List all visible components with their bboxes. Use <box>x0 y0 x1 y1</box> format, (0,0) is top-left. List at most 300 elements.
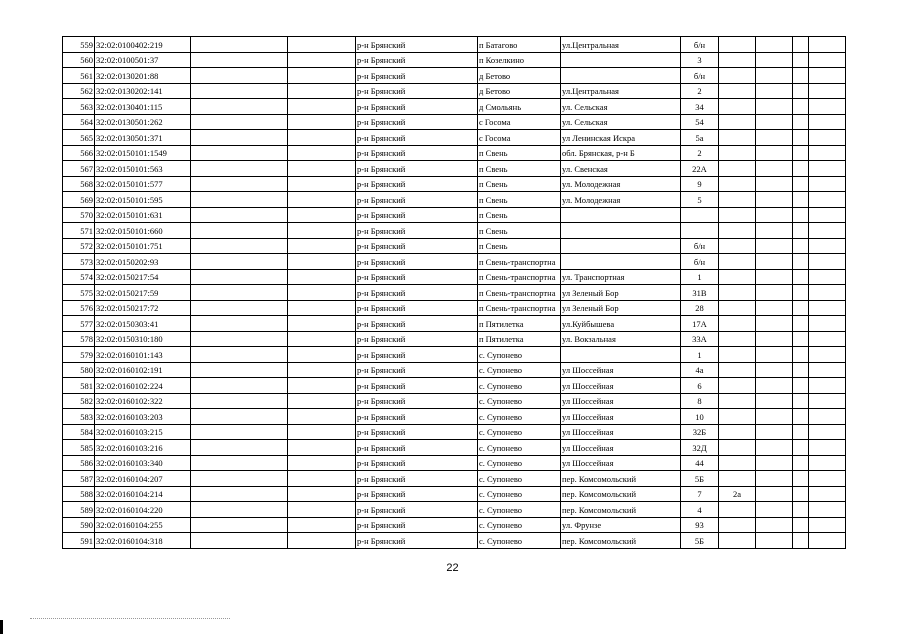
empty-cell <box>793 362 809 378</box>
building-corpus <box>719 52 756 68</box>
building-corpus <box>719 207 756 223</box>
empty-cell <box>809 378 846 394</box>
district-name: р-н Брянский <box>356 486 478 502</box>
district-name: р-н Брянский <box>356 238 478 254</box>
empty-cell <box>793 269 809 285</box>
row-number: 579 <box>63 347 95 363</box>
building-corpus <box>719 37 756 53</box>
district-name: р-н Брянский <box>356 347 478 363</box>
empty-cell <box>793 145 809 161</box>
cadastral-number: 32:02:0160102:224 <box>95 378 191 394</box>
cadastral-number: 32:02:0160104:220 <box>95 502 191 518</box>
row-number: 575 <box>63 285 95 301</box>
empty-cell <box>809 83 846 99</box>
table-row <box>63 114 846 130</box>
empty-cell <box>809 145 846 161</box>
cadastral-number: 32:02:0150101:577 <box>95 176 191 192</box>
district-name: р-н Брянский <box>356 440 478 456</box>
table-row <box>63 254 846 270</box>
empty-cell <box>288 517 356 533</box>
row-number: 577 <box>63 316 95 332</box>
empty-cell <box>288 455 356 471</box>
empty-cell <box>809 300 846 316</box>
row-number: 565 <box>63 130 95 146</box>
empty-cell <box>191 145 288 161</box>
building-number: 2 <box>681 145 719 161</box>
locality-name: д Бетово <box>478 68 561 84</box>
cadastral-number: 32:02:0130201:88 <box>95 68 191 84</box>
district-name: р-н Брянский <box>356 393 478 409</box>
row-number: 586 <box>63 455 95 471</box>
cadastral-number: 32:02:0150217:54 <box>95 269 191 285</box>
building-number: 5Б <box>681 533 719 549</box>
empty-cell <box>809 161 846 177</box>
street-name: ул Ленинская Искра <box>561 130 681 146</box>
empty-cell <box>809 440 846 456</box>
street-name: ул Шоссейная <box>561 409 681 425</box>
empty-cell <box>793 502 809 518</box>
locality-name: с. Супонево <box>478 424 561 440</box>
street-name: ул Шоссейная <box>561 393 681 409</box>
row-number: 590 <box>63 517 95 533</box>
building-number: 4 <box>681 502 719 518</box>
table-row <box>63 331 846 347</box>
street-name: ул. Транспортная <box>561 269 681 285</box>
locality-name: д Смольянь <box>478 99 561 115</box>
street-name: ул Шоссейная <box>561 424 681 440</box>
empty-cell <box>288 393 356 409</box>
building-corpus <box>719 378 756 394</box>
building-number: 2 <box>681 83 719 99</box>
empty-cell <box>191 486 288 502</box>
row-number: 584 <box>63 424 95 440</box>
empty-cell <box>756 176 793 192</box>
empty-cell <box>191 285 288 301</box>
building-number: 22А <box>681 161 719 177</box>
building-number: 5 <box>681 192 719 208</box>
cadastral-number: 32:02:0150310:180 <box>95 331 191 347</box>
district-name: р-н Брянский <box>356 176 478 192</box>
building-corpus <box>719 114 756 130</box>
cadastral-number: 32:02:0160103:215 <box>95 424 191 440</box>
district-name: р-н Брянский <box>356 254 478 270</box>
locality-name: п Свень-транспортна <box>478 254 561 270</box>
building-corpus <box>719 68 756 84</box>
building-number: 4а <box>681 362 719 378</box>
empty-cell <box>288 176 356 192</box>
locality-name: с. Супонево <box>478 455 561 471</box>
district-name: р-н Брянский <box>356 316 478 332</box>
empty-cell <box>756 347 793 363</box>
empty-cell <box>191 502 288 518</box>
building-corpus <box>719 517 756 533</box>
street-name: ул Зеленый Бор <box>561 285 681 301</box>
empty-cell <box>756 114 793 130</box>
district-name: р-н Брянский <box>356 145 478 161</box>
district-name: р-н Брянский <box>356 424 478 440</box>
empty-cell <box>756 37 793 53</box>
empty-cell <box>288 347 356 363</box>
empty-cell <box>793 161 809 177</box>
street-name <box>561 238 681 254</box>
empty-cell <box>756 486 793 502</box>
empty-cell <box>191 269 288 285</box>
empty-cell <box>793 223 809 239</box>
building-number: 54 <box>681 114 719 130</box>
empty-cell <box>809 285 846 301</box>
scan-edge-mark <box>0 620 3 634</box>
locality-name: п Батагово <box>478 37 561 53</box>
locality-name: с. Супонево <box>478 471 561 487</box>
locality-name: д Бетово <box>478 83 561 99</box>
empty-cell <box>793 37 809 53</box>
locality-name: с. Супонево <box>478 378 561 394</box>
building-number: 33А <box>681 331 719 347</box>
empty-cell <box>288 285 356 301</box>
row-number: 571 <box>63 223 95 239</box>
street-name: ул.Куйбышева <box>561 316 681 332</box>
cadastral-number: 32:02:0160102:191 <box>95 362 191 378</box>
street-name <box>561 254 681 270</box>
empty-cell <box>756 192 793 208</box>
building-number: 34 <box>681 99 719 115</box>
table-row <box>63 99 846 115</box>
street-name: пер. Комсомольский <box>561 502 681 518</box>
empty-cell <box>191 393 288 409</box>
building-corpus <box>719 331 756 347</box>
empty-cell <box>288 37 356 53</box>
empty-cell <box>756 269 793 285</box>
table-row <box>63 455 846 471</box>
locality-name: п Свень <box>478 161 561 177</box>
street-name <box>561 207 681 223</box>
street-name: ул. Сельская <box>561 99 681 115</box>
empty-cell <box>191 517 288 533</box>
building-number: 10 <box>681 409 719 425</box>
empty-cell <box>793 409 809 425</box>
empty-cell <box>793 347 809 363</box>
cadastral-number: 32:02:0150101:751 <box>95 238 191 254</box>
empty-cell <box>756 300 793 316</box>
locality-name: с. Супонево <box>478 440 561 456</box>
building-number: б/н <box>681 254 719 270</box>
empty-cell <box>191 424 288 440</box>
empty-cell <box>756 68 793 84</box>
empty-cell <box>288 269 356 285</box>
street-name <box>561 347 681 363</box>
row-number: 589 <box>63 502 95 518</box>
building-number <box>681 223 719 239</box>
empty-cell <box>191 161 288 177</box>
empty-cell <box>793 114 809 130</box>
empty-cell <box>191 440 288 456</box>
empty-cell <box>809 176 846 192</box>
street-name <box>561 52 681 68</box>
cadastral-number: 32:02:0150101:1549 <box>95 145 191 161</box>
empty-cell <box>793 207 809 223</box>
building-corpus <box>719 83 756 99</box>
empty-cell <box>288 145 356 161</box>
building-number: 44 <box>681 455 719 471</box>
street-name <box>561 68 681 84</box>
street-name: ул Шоссейная <box>561 362 681 378</box>
district-name: р-н Брянский <box>356 362 478 378</box>
building-number: 6 <box>681 378 719 394</box>
empty-cell <box>288 207 356 223</box>
empty-cell <box>793 393 809 409</box>
table-row <box>63 83 846 99</box>
empty-cell <box>288 362 356 378</box>
empty-cell <box>756 223 793 239</box>
empty-cell <box>793 486 809 502</box>
empty-cell <box>288 130 356 146</box>
empty-cell <box>809 223 846 239</box>
empty-cell <box>809 254 846 270</box>
empty-cell <box>288 114 356 130</box>
empty-cell <box>191 83 288 99</box>
row-number: 561 <box>63 68 95 84</box>
cadastral-number: 32:02:0160104:214 <box>95 486 191 502</box>
table-row <box>63 409 846 425</box>
building-number <box>681 207 719 223</box>
register-sheet <box>62 36 846 549</box>
building-corpus <box>719 440 756 456</box>
building-corpus <box>719 99 756 115</box>
cadastral-number: 32:02:0150101:631 <box>95 207 191 223</box>
empty-cell <box>756 378 793 394</box>
row-number: 583 <box>63 409 95 425</box>
empty-cell <box>288 378 356 394</box>
empty-cell <box>288 300 356 316</box>
locality-name: с. Супонево <box>478 409 561 425</box>
street-name: ул. Фрунзе <box>561 517 681 533</box>
empty-cell <box>191 533 288 549</box>
empty-cell <box>809 455 846 471</box>
locality-name: с. Супонево <box>478 486 561 502</box>
empty-cell <box>809 471 846 487</box>
district-name: р-н Брянский <box>356 207 478 223</box>
empty-cell <box>809 269 846 285</box>
locality-name: п Свень-транспортна <box>478 269 561 285</box>
building-number: 8 <box>681 393 719 409</box>
table-row <box>63 471 846 487</box>
building-corpus <box>719 316 756 332</box>
street-name: ул Шоссейная <box>561 440 681 456</box>
table-row <box>63 176 846 192</box>
empty-cell <box>288 502 356 518</box>
district-name: р-н Брянский <box>356 285 478 301</box>
empty-cell <box>756 471 793 487</box>
empty-cell <box>191 68 288 84</box>
empty-cell <box>191 207 288 223</box>
row-number: 578 <box>63 331 95 347</box>
empty-cell <box>191 300 288 316</box>
empty-cell <box>756 424 793 440</box>
cadastral-number: 32:02:0160104:318 <box>95 533 191 549</box>
building-corpus <box>719 347 756 363</box>
row-number: 573 <box>63 254 95 270</box>
empty-cell <box>756 99 793 115</box>
building-number: 17А <box>681 316 719 332</box>
empty-cell <box>288 254 356 270</box>
row-number: 564 <box>63 114 95 130</box>
empty-cell <box>756 254 793 270</box>
locality-name: п Козелкино <box>478 52 561 68</box>
locality-name: с. Супонево <box>478 362 561 378</box>
empty-cell <box>809 331 846 347</box>
empty-cell <box>793 52 809 68</box>
district-name: р-н Брянский <box>356 99 478 115</box>
cadastral-number: 32:02:0160102:322 <box>95 393 191 409</box>
building-corpus: 2а <box>719 486 756 502</box>
street-name: ул. Вокзальная <box>561 331 681 347</box>
empty-cell <box>793 68 809 84</box>
locality-name: п Свень <box>478 238 561 254</box>
building-corpus <box>719 533 756 549</box>
empty-cell <box>809 114 846 130</box>
empty-cell <box>809 347 846 363</box>
row-number: 585 <box>63 440 95 456</box>
empty-cell <box>809 393 846 409</box>
locality-name: с. Супонево <box>478 502 561 518</box>
empty-cell <box>756 161 793 177</box>
empty-cell <box>191 223 288 239</box>
empty-cell <box>191 176 288 192</box>
locality-name: п Свень <box>478 176 561 192</box>
cadastral-number: 32:02:0160101:143 <box>95 347 191 363</box>
empty-cell <box>191 362 288 378</box>
street-name: ул.Центральная <box>561 83 681 99</box>
empty-cell <box>756 52 793 68</box>
locality-name: п Свень <box>478 145 561 161</box>
empty-cell <box>756 409 793 425</box>
empty-cell <box>756 362 793 378</box>
empty-cell <box>191 130 288 146</box>
building-corpus <box>719 145 756 161</box>
building-corpus <box>719 238 756 254</box>
building-number: 28 <box>681 300 719 316</box>
locality-name: с. Супонево <box>478 517 561 533</box>
empty-cell <box>793 440 809 456</box>
street-name: ул Шоссейная <box>561 378 681 394</box>
building-number: 31В <box>681 285 719 301</box>
row-number: 570 <box>63 207 95 223</box>
district-name: р-н Брянский <box>356 83 478 99</box>
empty-cell <box>288 424 356 440</box>
empty-cell <box>793 316 809 332</box>
cadastral-number: 32:02:0150202:93 <box>95 254 191 270</box>
cadastral-number: 32:02:0130202:141 <box>95 83 191 99</box>
building-number: 1 <box>681 269 719 285</box>
empty-cell <box>756 393 793 409</box>
building-corpus <box>719 269 756 285</box>
table-row <box>63 269 846 285</box>
street-name: ул. Молодежная <box>561 192 681 208</box>
building-number: 3 <box>681 52 719 68</box>
table-row <box>63 223 846 239</box>
empty-cell <box>793 424 809 440</box>
table-row <box>63 285 846 301</box>
empty-cell <box>756 145 793 161</box>
row-number: 591 <box>63 533 95 549</box>
street-name <box>561 223 681 239</box>
table-row <box>63 393 846 409</box>
table-row <box>63 207 846 223</box>
street-name: ул.Центральная <box>561 37 681 53</box>
table-row <box>63 440 846 456</box>
empty-cell <box>809 99 846 115</box>
building-corpus <box>719 285 756 301</box>
cadastral-number: 32:02:0150101:595 <box>95 192 191 208</box>
empty-cell <box>191 471 288 487</box>
row-number: 582 <box>63 393 95 409</box>
building-corpus <box>719 254 756 270</box>
empty-cell <box>809 486 846 502</box>
cadastral-number: 32:02:0150101:660 <box>95 223 191 239</box>
building-corpus <box>719 192 756 208</box>
district-name: р-н Брянский <box>356 37 478 53</box>
empty-cell <box>288 161 356 177</box>
locality-name: п Свень <box>478 223 561 239</box>
locality-name: п Свень <box>478 207 561 223</box>
empty-cell <box>191 347 288 363</box>
cadastral-number: 32:02:0150101:563 <box>95 161 191 177</box>
empty-cell <box>288 471 356 487</box>
district-name: р-н Брянский <box>356 269 478 285</box>
building-number: 5Б <box>681 471 719 487</box>
district-name: р-н Брянский <box>356 378 478 394</box>
building-corpus <box>719 300 756 316</box>
table-row <box>63 192 846 208</box>
empty-cell <box>756 238 793 254</box>
district-name: р-н Брянский <box>356 130 478 146</box>
table-row <box>63 238 846 254</box>
empty-cell <box>288 409 356 425</box>
district-name: р-н Брянский <box>356 52 478 68</box>
locality-name: с Госома <box>478 130 561 146</box>
locality-name: п Свень <box>478 192 561 208</box>
empty-cell <box>756 440 793 456</box>
empty-cell <box>793 455 809 471</box>
street-name: пер. Комсомольский <box>561 486 681 502</box>
row-number: 581 <box>63 378 95 394</box>
cadastral-number: 32:02:0100402:219 <box>95 37 191 53</box>
district-name: р-н Брянский <box>356 533 478 549</box>
building-corpus <box>719 471 756 487</box>
building-corpus <box>719 176 756 192</box>
district-name: р-н Брянский <box>356 300 478 316</box>
empty-cell <box>793 238 809 254</box>
empty-cell <box>191 378 288 394</box>
building-corpus <box>719 362 756 378</box>
empty-cell <box>809 68 846 84</box>
district-name: р-н Брянский <box>356 502 478 518</box>
building-corpus <box>719 424 756 440</box>
street-name: пер. Комсомольский <box>561 471 681 487</box>
empty-cell <box>793 471 809 487</box>
street-name: обл. Брянская, р-н Б <box>561 145 681 161</box>
empty-cell <box>809 517 846 533</box>
district-name: р-н Брянский <box>356 471 478 487</box>
table-row <box>63 378 846 394</box>
register-table-body <box>63 37 846 549</box>
empty-cell <box>288 68 356 84</box>
district-name: р-н Брянский <box>356 68 478 84</box>
empty-cell <box>288 52 356 68</box>
building-number: 93 <box>681 517 719 533</box>
empty-cell <box>756 517 793 533</box>
table-row <box>63 424 846 440</box>
